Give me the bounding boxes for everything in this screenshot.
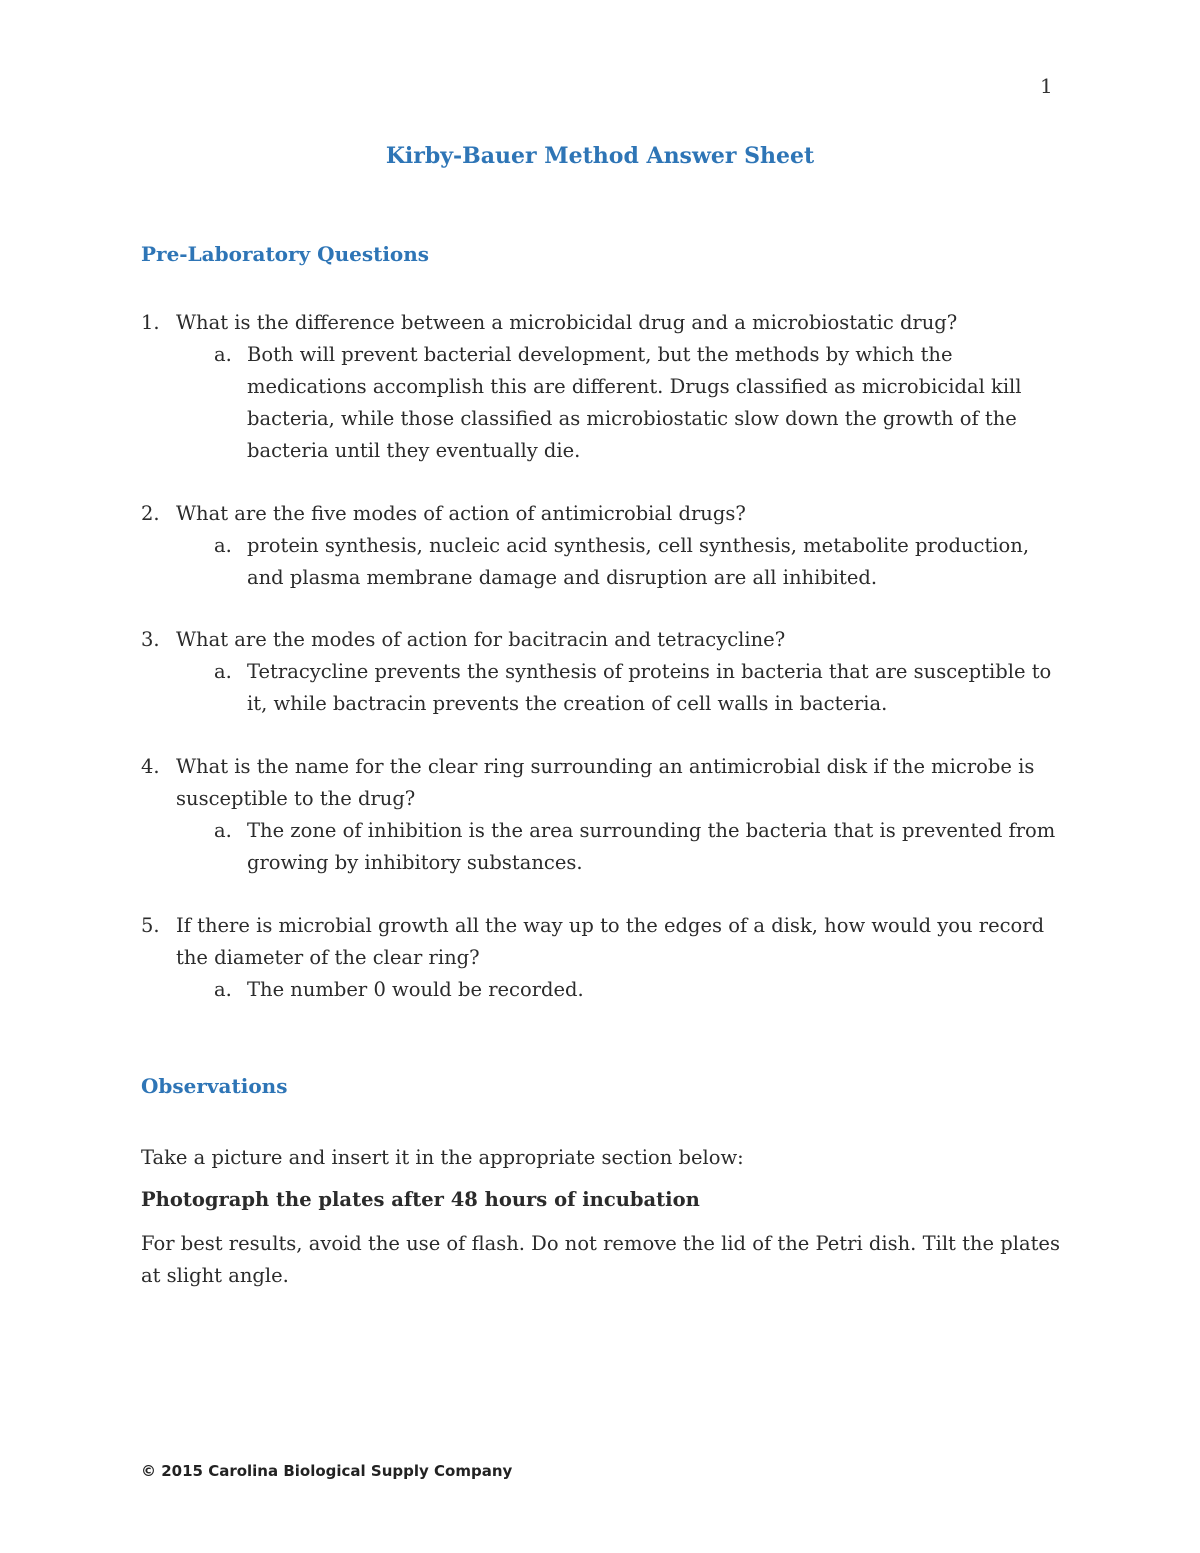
copyright-footer: © 2015 Carolina Biological Supply Company [141, 1462, 513, 1480]
question-number: 2. [141, 502, 160, 525]
answer-text: Tetracycline prevents the synthesis of proteins in bacteria that are susceptible to it, while bactracin prevents the creation of cell walls in bacteria. [247, 660, 1052, 715]
pre-lab-heading: Pre-Laboratory Questions [141, 242, 430, 266]
document-title: Kirby-Bauer Method Answer Sheet [385, 143, 815, 169]
answer-letter: a. [214, 978, 232, 1001]
question-text: What is the name for the clear ring surrounding an antimicrobial disk if the microbe is susceptible to the drug? [176, 755, 1035, 810]
question-number: 4. [141, 755, 160, 778]
observations-subheading: Photograph the plates after 48 hours of incubation [141, 1188, 700, 1211]
observations-instruction: Take a picture and insert it in the appropriate section below: [141, 1146, 744, 1169]
question-number: 3. [141, 628, 160, 651]
answer-text: protein synthesis, nucleic acid synthesis, cell synthesis, metabolite production, and plasma membrane damage and disruption are all inhibited. [247, 534, 1030, 589]
answer-text: Both will prevent bacterial development, but the methods by which the medications accomplish this are different. Drugs classified as microbicidal kill bacteria, while those classified as microbiostatic slow down the growth of the bacteria until they eventually die. [247, 343, 1022, 462]
question-2 [141, 498, 1061, 594]
question-3 [141, 624, 1061, 720]
answer-block [214, 530, 1061, 594]
question-number: 1. [141, 311, 160, 334]
observations-note: For best results, avoid the use of flash. Do not remove the lid of the Petri dish. Tilt the plates at slight angle. [141, 1232, 1060, 1287]
question-text: What is the difference between a microbicidal drug and a microbiostatic drug? [176, 311, 958, 334]
question-4 [141, 751, 1061, 879]
answer-block [214, 656, 1061, 720]
question-number: 5. [141, 914, 160, 937]
observations-heading: Observations [141, 1074, 288, 1098]
answer-letter: a. [214, 534, 232, 557]
answer-block [214, 815, 1061, 879]
answer-letter: a. [214, 343, 232, 366]
answer-text: The number 0 would be recorded. [247, 978, 584, 1001]
question-text: If there is microbial growth all the way up to the edges of a disk, how would you record the diameter of the clear ring? [176, 914, 1045, 969]
question-5 [141, 910, 1061, 1006]
answer-block [214, 974, 1061, 1006]
page-number: 1 [1040, 74, 1053, 98]
answer-block [214, 339, 1061, 467]
question-1 [141, 307, 1061, 467]
answer-letter: a. [214, 660, 232, 683]
question-text: What are the five modes of action of antimicrobial drugs? [176, 502, 746, 525]
question-text: What are the modes of action for bacitracin and tetracycline? [176, 628, 786, 651]
answer-text: The zone of inhibition is the area surrounding the bacteria that is prevented from growing by inhibitory substances. [247, 819, 1056, 874]
answer-letter: a. [214, 819, 232, 842]
